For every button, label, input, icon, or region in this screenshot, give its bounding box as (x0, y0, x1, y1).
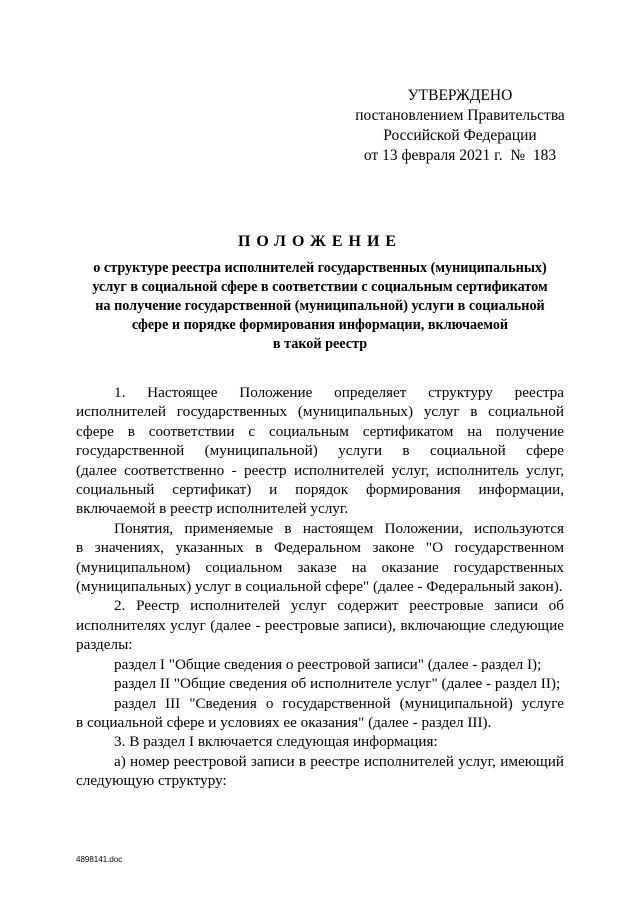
body-line: разделы: (76, 636, 133, 654)
document-body (76, 383, 564, 791)
body-line: 2. Реестр исполнителей услуг содержит реестровые записи об (114, 597, 564, 615)
body-paragraph (76, 752, 564, 791)
body-line: социальный сертификат) и порядок формирования информации, (76, 481, 564, 499)
body-paragraph (76, 596, 564, 654)
approval-line: Российской Федерации (383, 127, 537, 144)
body-line: в социальной сфере и условиях ее оказания" (далее - раздел III). (76, 713, 492, 731)
body-paragraph (76, 674, 564, 693)
document-subtitle (70, 259, 570, 354)
body-line: 3. В раздел I включается следующая информация: (114, 733, 438, 751)
body-paragraph (76, 732, 564, 751)
body-line: раздел II "Общие сведения об исполнителе услуг" (далее - раздел II); (114, 675, 561, 693)
file-name-footer: 4898141.doc (76, 855, 123, 864)
body-line: сфере в соответствии с социальным сертификатом на получение (76, 422, 564, 440)
subtitle-line: сфере и порядке формирования информации, включаемой (131, 317, 509, 333)
subtitle-line: в такой реестр (272, 336, 368, 352)
body-paragraph (76, 694, 564, 733)
body-line: а) номер реестровой записи в реестре исполнителей услуг, имеющий (114, 752, 564, 770)
body-line: включаемой в реестр исполнителей услуг. (76, 500, 349, 518)
body-line: (далее соответственно - реестр исполнителей услуг, исполнитель услуг, (76, 461, 564, 479)
approval-stamp (345, 86, 575, 166)
approval-date-number: от 13 февраля 2021 г. № 183 (363, 147, 557, 164)
body-line: (муниципальном) социальном заказе на оказание государственных (76, 558, 564, 576)
subtitle-line: услуг в социальной сфере в соответствии с социальным сертификатом (92, 279, 548, 295)
approval-line: постановлением Правительства (355, 107, 565, 124)
approval-heading: УТВЕРЖДЕНО (407, 87, 513, 104)
body-line: государственной (муниципальной) услуги в социальной сфере (76, 442, 564, 460)
body-line: (муниципальных) услуг в социальной сфере" (далее - Федеральный закон). (76, 578, 563, 596)
body-paragraph (76, 655, 564, 674)
body-line: в значениях, указанных в Федеральном законе "О государственном (76, 539, 564, 557)
body-line: раздел III "Сведения о государственной (муниципальной) услуге (114, 694, 564, 712)
body-paragraph (76, 383, 564, 519)
document-title: ПОЛОЖЕНИЕ (237, 233, 403, 250)
body-line: исполнителей государственных (муниципальных) услуг в социальной (76, 403, 564, 421)
subtitle-line: о структуре реестра исполнителей государственных (муниципальных) (93, 260, 547, 276)
body-line: следующую структуру: (76, 772, 227, 790)
subtitle-line: на получение государственной (муниципальной) услуги в социальной (95, 298, 545, 314)
body-line: 1. Настоящее Положение определяет структуру реестра (114, 384, 564, 401)
body-line: исполнителях услуг (далее - реестровые записи), включающие следующие (76, 616, 564, 634)
body-line: Понятия, применяемые в настоящем Положении, используются (114, 519, 564, 537)
body-paragraph (76, 519, 564, 597)
body-line: раздел I "Общие сведения о реестровой записи" (далее - раздел I); (114, 655, 542, 673)
